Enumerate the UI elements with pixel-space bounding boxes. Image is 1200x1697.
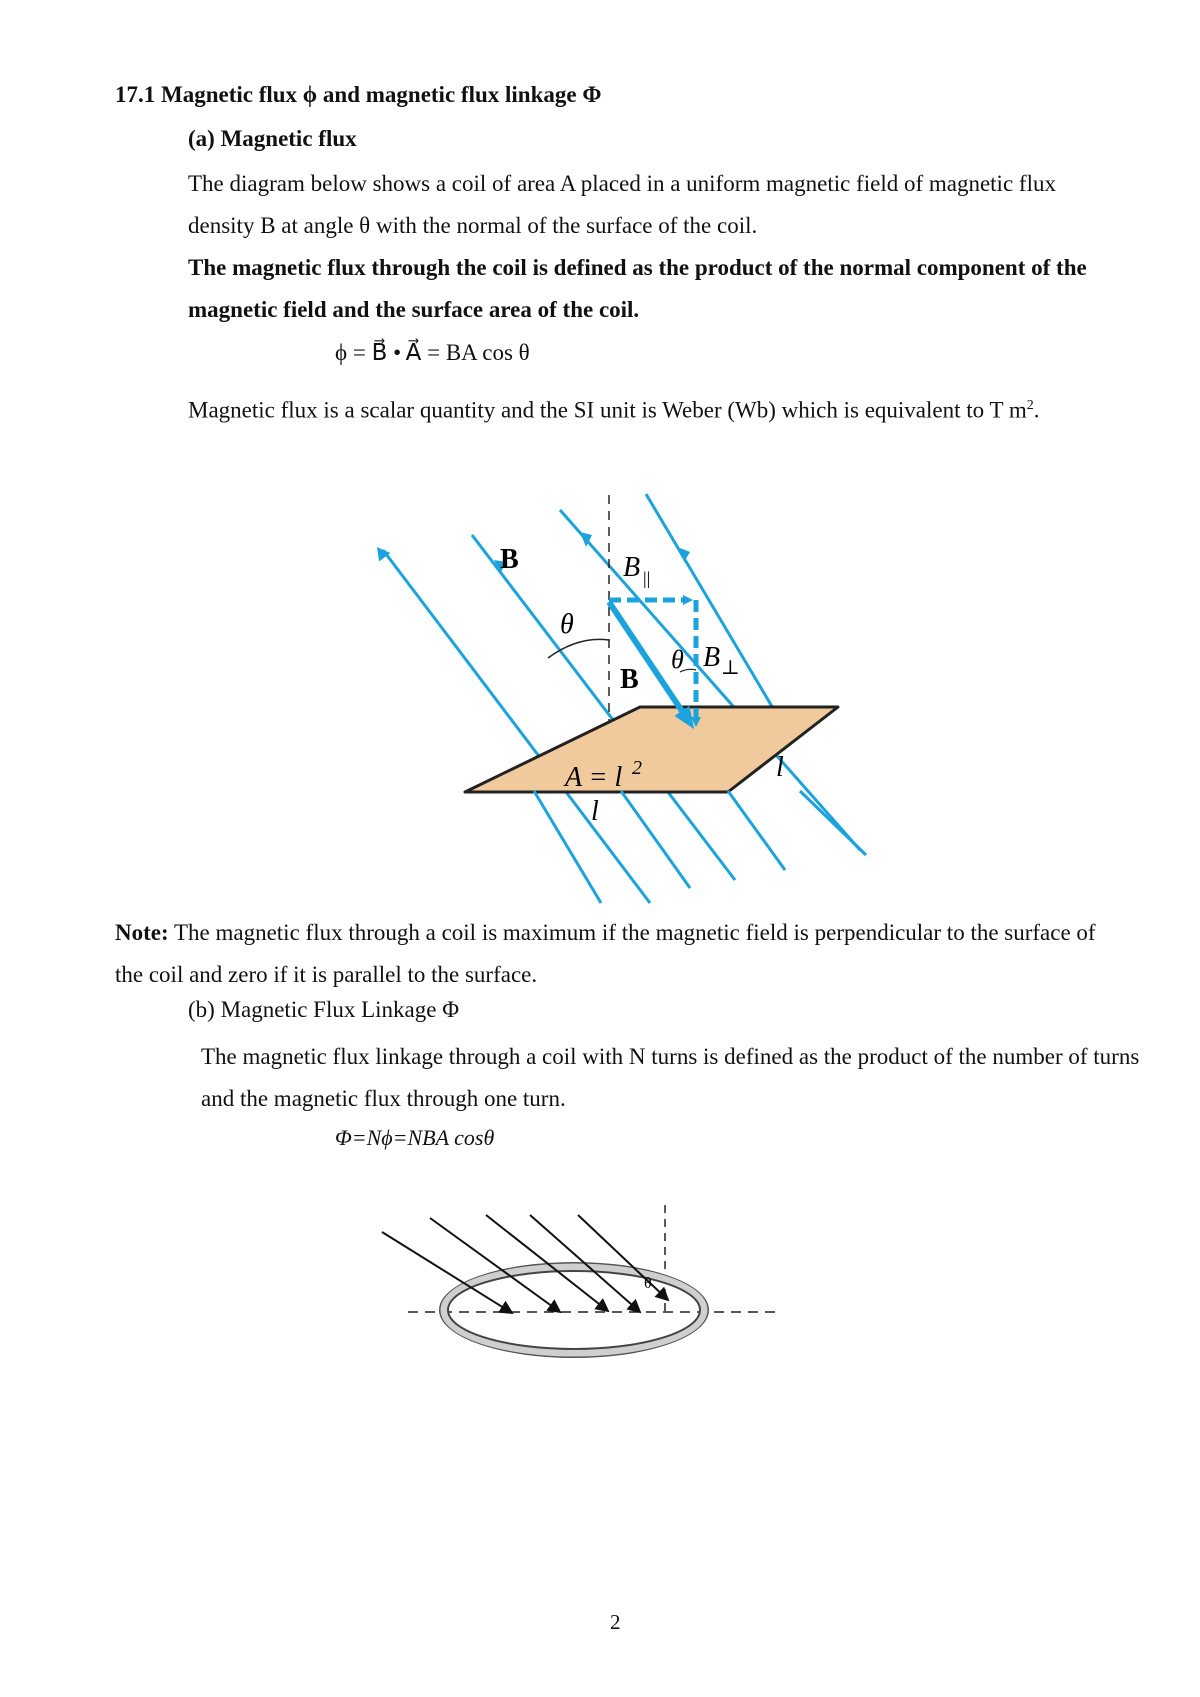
field-arrows: [382, 1215, 668, 1313]
label-B-perp-sub: ⊥: [721, 657, 740, 679]
label-B-parallel-sub: ||: [643, 568, 651, 588]
unit-end: .: [1033, 397, 1040, 423]
label-theta-top: θ: [560, 609, 574, 640]
linkage-definition: The magnetic flux linkage through a coil with N turns is defined as the product of the number of turns and the magnetic flux through one turn.: [201, 1044, 1140, 1111]
label-B-field: B⃗: [500, 544, 541, 575]
label-B-vector: B⃗: [620, 664, 661, 695]
linkage-equation: Φ=Nϕ=NBA cosθ: [335, 1125, 495, 1150]
label-area-sup: 2: [632, 757, 642, 779]
flux-equation: ϕ = B⃗ • A⃗ = BA cos θ: [335, 340, 530, 365]
part-b-heading: (b) Magnetic Flux Linkage Φ: [188, 997, 460, 1022]
unit-superscript: 2: [1026, 398, 1034, 413]
flux-definition: The magnetic flux through the coil is defined as the product of the normal component of the magnetic field and the surface area of the coil.: [188, 255, 1087, 322]
label-B-parallel: B: [623, 552, 641, 583]
page-number: 2: [610, 1610, 621, 1634]
unit-text: Magnetic flux is a scalar quantity and the SI unit is Weber (Wb) which is equivalent to T m: [188, 397, 1027, 423]
note-label: Note:: [115, 920, 169, 945]
note-text: The magnetic flux through a coil is maximum if the magnetic field is perpendicular to the surface of the coil and zero if it is parallel to the surface.: [115, 920, 1096, 987]
label-B-perp: B: [703, 642, 721, 673]
part-a-intro: The diagram below shows a coil of area A placed in a uniform magnetic field of magnetic flux density B at angle θ with the normal of the surface of the coil.: [188, 171, 1056, 238]
coil-ring-band: [444, 1267, 704, 1353]
label-theta-mid: θ: [671, 645, 684, 674]
section-heading: 17.1 Magnetic flux ϕ and magnetic flux linkage Φ: [115, 82, 602, 107]
label-theta-coil: θ: [644, 1275, 652, 1292]
note-paragraph: [115, 912, 1115, 996]
field-lines: [383, 494, 860, 903]
label-l-bottom: l: [591, 796, 599, 827]
coil-ring-outer: [440, 1263, 708, 1357]
label-area: A = l: [565, 762, 623, 793]
part-a-heading: (a) Magnetic flux: [188, 126, 357, 151]
label-l-side: l: [776, 752, 784, 783]
coil-ring-inner: [448, 1271, 700, 1349]
